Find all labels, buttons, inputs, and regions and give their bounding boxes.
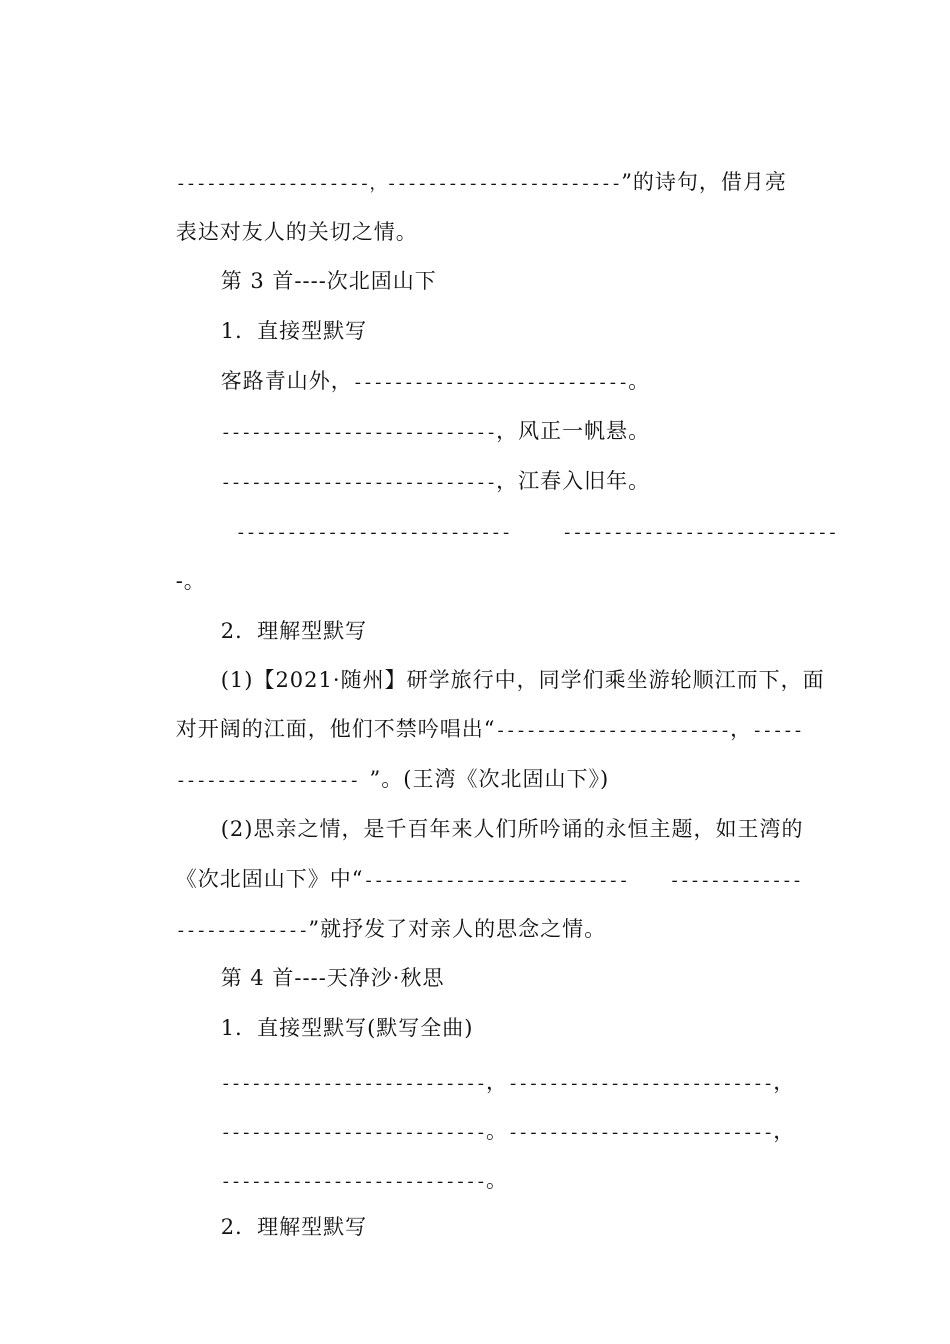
line-text: 表达对友人的关切之情。: [175, 220, 418, 244]
answer-blank[interactable]: --------------------------- ---------------------------: [235, 525, 838, 544]
line-text: 1．直接型默写: [220, 319, 368, 343]
answer-blank[interactable]: --------------------------: [220, 1125, 486, 1144]
line-text: (2)思亲之情，是千百年来人们所吟诵的永恒主题，如王湾的: [220, 817, 804, 841]
line-text: 《次北固山下》中“: [175, 867, 364, 891]
line-text: 第 3 首----次北固山下: [220, 269, 437, 293]
line-text: 第 4 首----天净沙·秋思: [220, 966, 445, 990]
text-line-8: [205, 486, 838, 580]
line-text: ”的诗句，借月亮: [621, 170, 787, 194]
line-text: ，风正一帆悬。: [496, 419, 651, 443]
answer-blank[interactable]: ------------------: [175, 773, 370, 792]
line-text: ，: [773, 1119, 796, 1143]
line-text: 2．理解型默写: [220, 1215, 368, 1239]
answer-blank[interactable]: ---------------------------: [352, 375, 629, 394]
subsection-heading: [190, 1182, 367, 1272]
line-text: ，: [730, 717, 753, 741]
answer-blank[interactable]: --------------------------: [507, 1125, 774, 1144]
line-text: 2．理解型默写: [220, 619, 368, 643]
answer-blank[interactable]: -----: [752, 723, 804, 742]
line-text: ，江春入旧年。: [496, 469, 651, 493]
answer-blank[interactable]: -------------: [175, 923, 309, 942]
line-text: ，: [773, 1070, 796, 1094]
answer-blank[interactable]: -----------------------: [495, 723, 731, 742]
line-text: ”。(王湾《次北固山下》): [369, 767, 610, 791]
line-text: 客路青山外，: [220, 369, 353, 393]
answer-blank[interactable]: --------------------------: [220, 1174, 486, 1193]
line-text: 。: [485, 1168, 508, 1192]
answer-blank[interactable]: ---------------------------: [220, 425, 497, 444]
line-text: ”就抒发了对亲人的思念之情。: [308, 917, 607, 941]
line-text: 。: [485, 1119, 508, 1143]
line-text: 对开阔的江面，他们不禁吟唱出“: [175, 717, 496, 741]
line-text: 。: [628, 369, 651, 393]
line-text: ，: [485, 1070, 508, 1094]
line-text: -。: [175, 569, 206, 593]
answer-blank[interactable]: -------------------------- -------------: [363, 873, 803, 892]
answer-blank[interactable]: ---------------------------: [220, 475, 497, 494]
answer-blank[interactable]: --------------------------: [507, 1076, 774, 1095]
answer-blank[interactable]: --------------------------: [220, 1076, 486, 1095]
answer-blank[interactable]: -------------------，-----------------------: [175, 176, 622, 195]
line-text: 1．直接型默写(默写全曲): [220, 1016, 474, 1040]
line-text: (1)【2021·随州】研学旅行中，同学们乘坐游轮顺江而下，面: [220, 668, 825, 692]
